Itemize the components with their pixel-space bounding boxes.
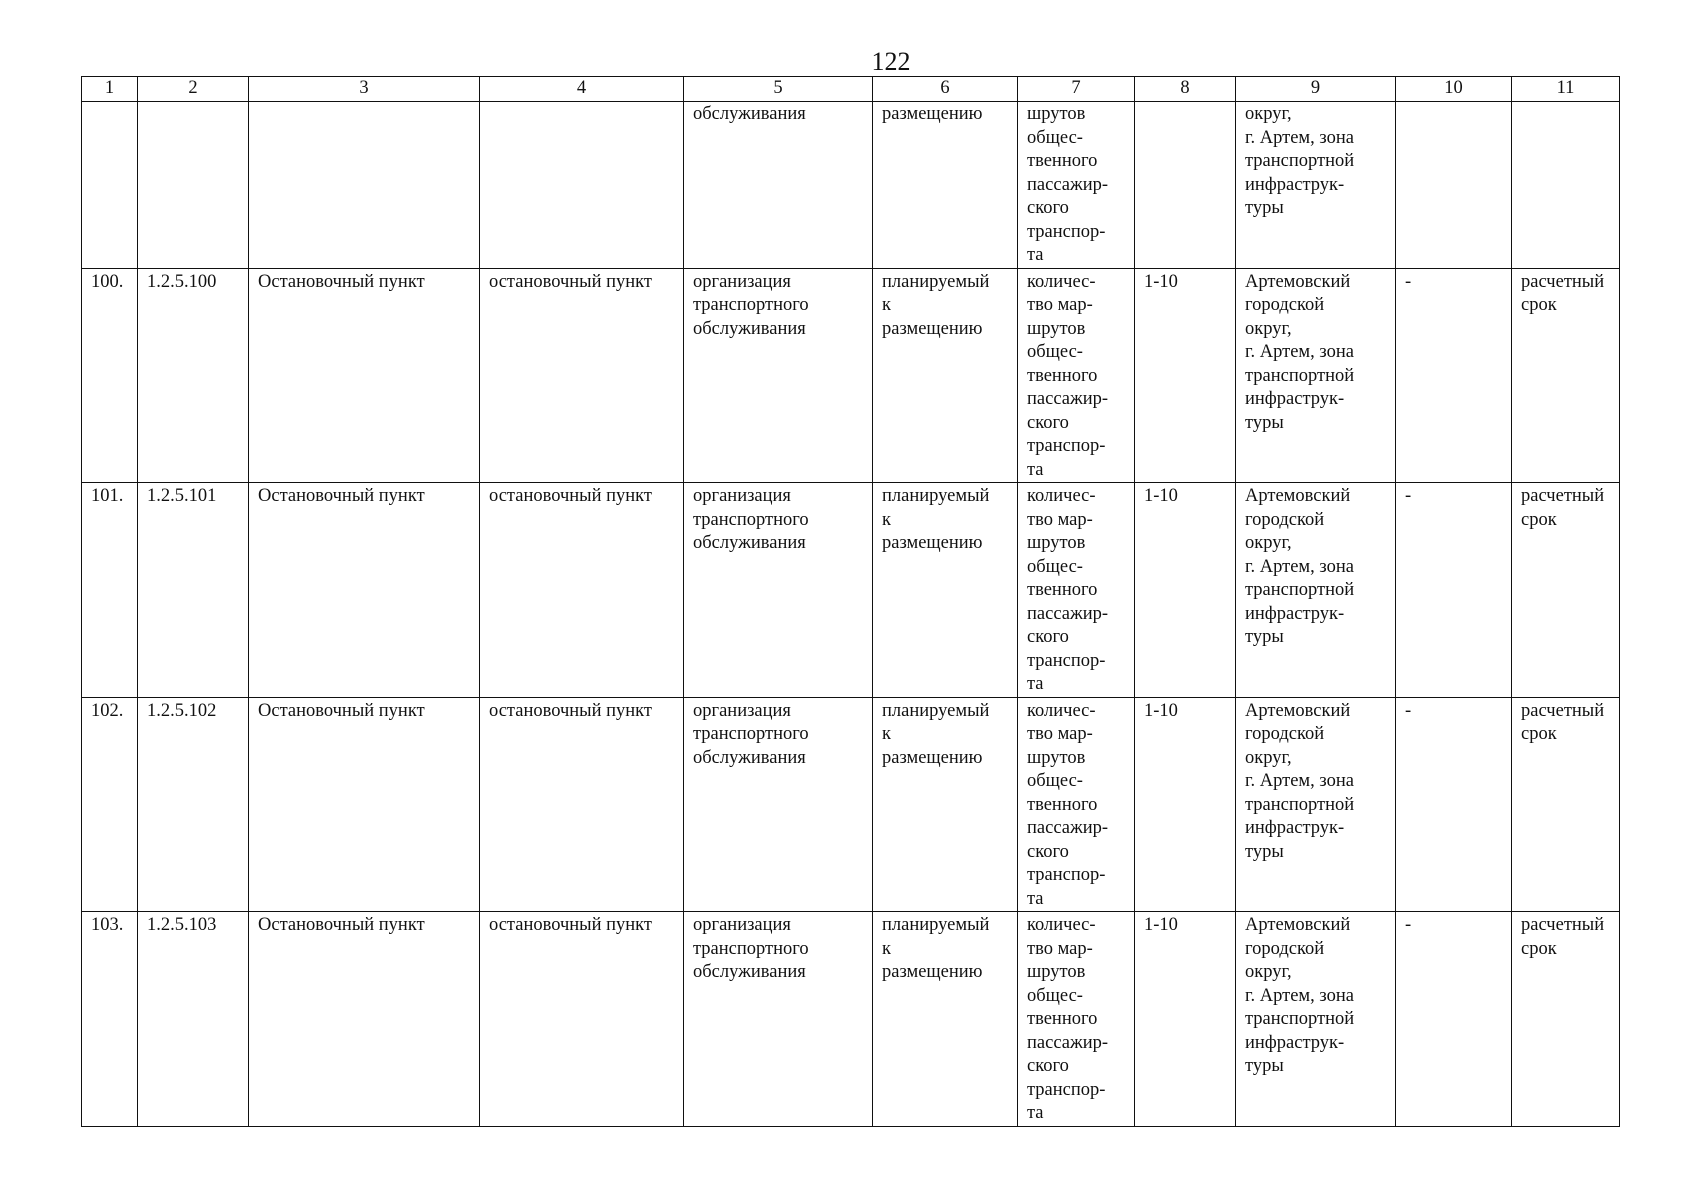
table-cell: -	[1396, 483, 1512, 698]
column-header: 3	[249, 77, 480, 102]
column-header: 11	[1512, 77, 1620, 102]
table-cell: -	[1396, 268, 1512, 483]
table-cell	[1512, 102, 1620, 269]
table-cell: расчетный срок	[1512, 697, 1620, 912]
table-cell: округ, г. Артем, зона транспортной инфраструк- туры	[1236, 102, 1396, 269]
column-header: 10	[1396, 77, 1512, 102]
object-code-cell: 1.2.5.103	[138, 912, 249, 1127]
column-header: 6	[873, 77, 1018, 102]
table-cell: Остановочный пункт	[249, 697, 480, 912]
table-cell: количес- тво мар- шрутов общес- твенного пассажир- ского транспор- та	[1018, 912, 1135, 1127]
table-cell: расчетный срок	[1512, 912, 1620, 1127]
table-cell: 1-10	[1135, 483, 1236, 698]
table-cell: Остановочный пункт	[249, 483, 480, 698]
document-table	[81, 76, 1620, 1127]
table-cell	[249, 102, 480, 269]
table-cell	[480, 102, 684, 269]
table-cell: Артемовский городской округ, г. Артем, зона транспортной инфраструк- туры	[1236, 483, 1396, 698]
column-header: 8	[1135, 77, 1236, 102]
table-cell: организация транспортного обслуживания	[684, 697, 873, 912]
row-number-cell: 103.	[82, 912, 138, 1127]
table-cell	[138, 102, 249, 269]
table-cell: остановочный пункт	[480, 483, 684, 698]
table-cell: остановочный пункт	[480, 268, 684, 483]
table-row	[82, 268, 1620, 483]
row-number-cell: 102.	[82, 697, 138, 912]
table-cell: планируемый к размещению	[873, 912, 1018, 1127]
table-cell: 1-10	[1135, 268, 1236, 483]
table-cell: Артемовский городской округ, г. Артем, зона транспортной инфраструк- туры	[1236, 268, 1396, 483]
table-cell: количес- тво мар- шрутов общес- твенного пассажир- ского транспор- та	[1018, 268, 1135, 483]
table-cell: остановочный пункт	[480, 697, 684, 912]
page-number: 122	[871, 47, 911, 76]
column-header: 9	[1236, 77, 1396, 102]
table-cell: организация транспортного обслуживания	[684, 912, 873, 1127]
table-cell: Артемовский городской округ, г. Артем, зона транспортной инфраструк- туры	[1236, 697, 1396, 912]
table-cell	[82, 102, 138, 269]
row-number-cell: 100.	[82, 268, 138, 483]
column-number-row	[82, 77, 1620, 102]
table-cell: планируемый к размещению	[873, 697, 1018, 912]
table-cell: количес- тво мар- шрутов общес- твенного пассажир- ского транспор- та	[1018, 483, 1135, 698]
table-cell: -	[1396, 912, 1512, 1127]
object-code-cell: 1.2.5.100	[138, 268, 249, 483]
table-row	[82, 483, 1620, 698]
table-cell: Остановочный пункт	[249, 268, 480, 483]
table-cell: организация транспортного обслуживания	[684, 268, 873, 483]
table-cell: Остановочный пункт	[249, 912, 480, 1127]
table-cell: размещению	[873, 102, 1018, 269]
table-cell: расчетный срок	[1512, 483, 1620, 698]
table-row	[82, 697, 1620, 912]
table-cell: планируемый к размещению	[873, 483, 1018, 698]
object-code-cell: 1.2.5.102	[138, 697, 249, 912]
table-cell: остановочный пункт	[480, 912, 684, 1127]
table-cell: -	[1396, 697, 1512, 912]
column-header: 5	[684, 77, 873, 102]
table-cell: Артемовский городской округ, г. Артем, зона транспортной инфраструк- туры	[1236, 912, 1396, 1127]
table-cell	[1396, 102, 1512, 269]
column-header: 7	[1018, 77, 1135, 102]
table-cell: планируемый к размещению	[873, 268, 1018, 483]
table-cell: расчетный срок	[1512, 268, 1620, 483]
table-cell: 1-10	[1135, 697, 1236, 912]
table-cell	[1135, 102, 1236, 269]
column-header: 4	[480, 77, 684, 102]
continuation-row	[82, 102, 1620, 269]
table-cell: 1-10	[1135, 912, 1236, 1127]
table-row	[82, 912, 1620, 1127]
table-cell: обслуживания	[684, 102, 873, 269]
row-number-cell: 101.	[82, 483, 138, 698]
object-code-cell: 1.2.5.101	[138, 483, 249, 698]
table-cell: шрутов общес- твенного пассажир- ского транспор- та	[1018, 102, 1135, 269]
column-header: 2	[138, 77, 249, 102]
column-header: 1	[82, 77, 138, 102]
table-cell: организация транспортного обслуживания	[684, 483, 873, 698]
table-cell: количес- тво мар- шрутов общес- твенного пассажир- ского транспор- та	[1018, 697, 1135, 912]
